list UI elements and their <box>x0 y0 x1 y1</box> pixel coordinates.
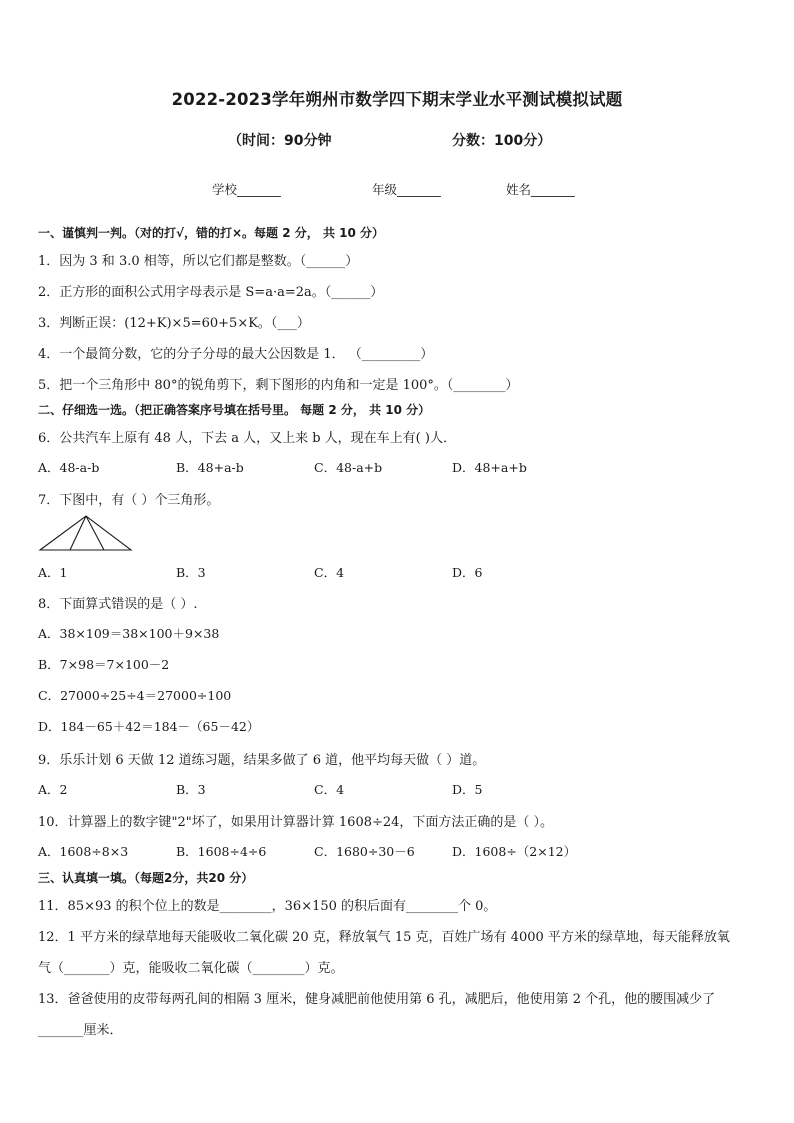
q9-option-c: C．4 <box>314 782 345 797</box>
question-3: 3．判断正误：(12+K)×5=60+5×K。（___） <box>38 316 310 331</box>
section-1-heading: 一、谨慎判一判。（对的打√，错的打×。每题 2 分， 共 10 分） <box>38 226 384 240</box>
q6-option-b: B．48+a-b <box>176 460 244 475</box>
question-13-line-2: _______厘米． <box>38 1023 123 1038</box>
q6-option-a: A．48-a-b <box>38 460 100 475</box>
question-7: 7．下图中，有（ ）个三角形。 <box>38 493 220 508</box>
school-field: 学校_______ <box>212 182 281 197</box>
question-1: 1．因为 3 和 3.0 相等，所以它们都是整数。（______） <box>38 254 359 269</box>
q7-option-d: D．6 <box>452 565 483 580</box>
question-13-line-1: 13．爸爸使用的皮带每两孔间的相隔 3 厘米，健身减肥前他使用第 6 孔，减肥后，他使用第 2 个孔，他的腰围减少了 <box>38 992 716 1007</box>
question-2: 2．正方形的面积公式用字母表示是 S=a·a=2a。（______） <box>38 285 384 300</box>
question-5: 5．把一个三角形中 80°的锐角剪下，剩下图形的内角和一定是 100°。（________） <box>38 378 519 393</box>
q8-option-c: C．27000÷25÷4＝27000÷100 <box>38 688 232 703</box>
section-2-heading: 二、仔细选一选。（把正确答案序号填在括号里。 每题 2 分， 共 10 分） <box>38 403 431 417</box>
q8-option-b: B．7×98＝7×100－2 <box>38 657 170 672</box>
q8-option-a: A．38×109＝38×100＋9×38 <box>38 626 220 641</box>
question-12-line-1: 12．1 平方米的绿草地每天能吸收二氧化碳 20 克，释放氧气 15 克，百姓广场有 4000 平方米的绿草地，每天能释放氧 <box>38 930 730 945</box>
q10-option-a: A．1608÷8×3 <box>38 844 129 859</box>
q6-option-d: D．48+a+b <box>452 460 527 475</box>
q10-option-b: B．1608÷4÷6 <box>176 844 267 859</box>
triangle-figure <box>38 514 134 554</box>
grade-field: 年级_______ <box>372 182 441 197</box>
q9-option-d: D．5 <box>452 782 483 797</box>
q6-option-c: C．48-a+b <box>314 460 383 475</box>
question-11: 11．85×93 的积个位上的数是________，36×150 的积后面有________个 0。 <box>38 899 497 914</box>
q7-option-a: A．1 <box>38 565 68 580</box>
section-3-heading: 三、认真填一填。（每题2分，共20 分） <box>38 871 254 885</box>
question-6: 6．公共汽车上原有 48 人，下去 a 人，又上来 b 人，现在车上有( )人． <box>38 431 456 446</box>
question-10: 10．计算器上的数字键"2"坏了，如果用计算器计算 1608÷24，下面方法正确的是（ ）。 <box>38 815 554 830</box>
q7-option-b: B．3 <box>176 565 206 580</box>
name-field: 姓名_______ <box>506 182 575 197</box>
q9-option-a: A．2 <box>38 782 68 797</box>
q8-option-d: D．184－65＋42＝184－（65－42） <box>38 719 260 734</box>
total-score: 分数：100分） <box>452 133 552 149</box>
question-12-line-2: 气（_______）克，能吸收二氧化碳（________）克。 <box>38 961 344 976</box>
q10-option-c: C．1680÷30－6 <box>314 844 415 859</box>
question-4: 4．一个最简分数，它的分子分母的最大公因数是 1． （_________） <box>38 347 434 362</box>
q7-option-c: C．4 <box>314 565 345 580</box>
page-title: 2022-2023学年朔州市数学四下期末学业水平测试模拟试题 <box>171 90 623 109</box>
q9-option-b: B．3 <box>176 782 206 797</box>
question-9: 9．乐乐计划 6 天做 12 道练习题，结果多做了 6 道，他平均每天做（ ）道。 <box>38 753 486 768</box>
time-limit: （时间：90分钟 <box>228 133 332 149</box>
question-8: 8．下面算式错误的是（ ）. <box>38 597 198 612</box>
q10-option-d: D．1608÷（2×12） <box>452 844 577 859</box>
